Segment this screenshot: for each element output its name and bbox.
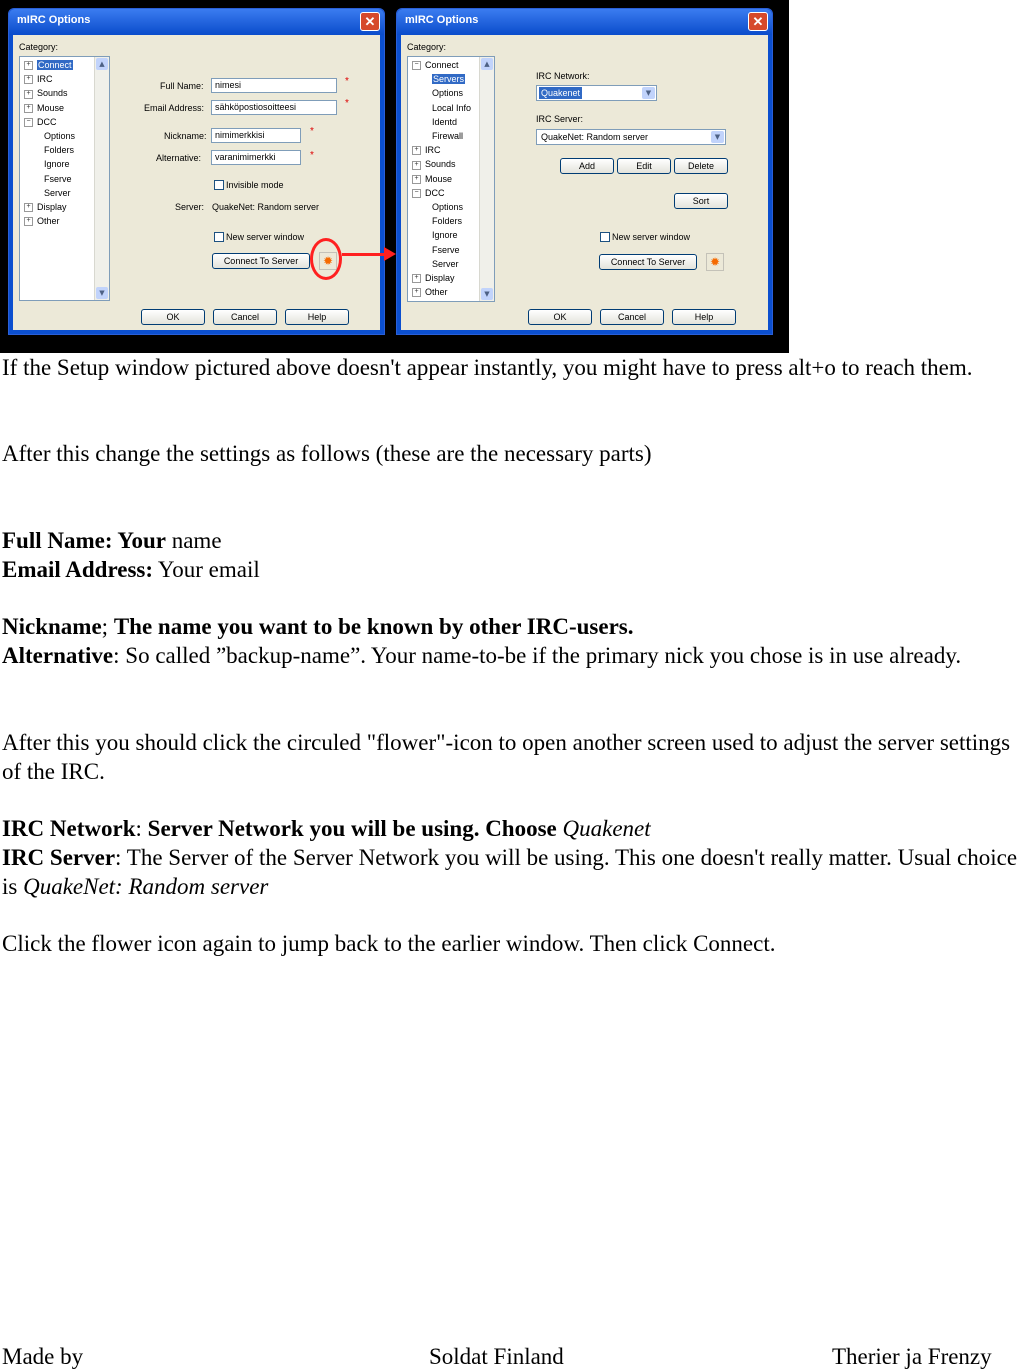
cancel-button[interactable]: Cancel <box>213 309 277 325</box>
tree-item-label: Other <box>37 216 60 227</box>
expand-icon[interactable]: + <box>24 203 33 212</box>
tree-item-label: Folders <box>432 216 463 227</box>
connect-to-server-button[interactable]: Connect To Server <box>599 254 697 270</box>
full-name-label: Full Name: <box>160 81 204 91</box>
tree-item-label: Sounds <box>425 159 456 170</box>
full-name-field[interactable]: nimesi <box>211 78 337 93</box>
category-tree[interactable] <box>19 56 110 301</box>
tree-item-label: Mouse <box>37 102 65 113</box>
tree-item[interactable] <box>44 174 72 184</box>
highlight-circle <box>310 238 342 280</box>
mirc-options-screenshot <box>0 0 789 353</box>
final-paragraph: Click the flower icon again to jump back to the earlier window. Then click Connect. <box>2 931 776 956</box>
tree-item[interactable] <box>44 159 70 169</box>
tree-item-label: Fserve <box>432 244 460 255</box>
tree-item[interactable] <box>412 188 445 198</box>
edit-server-button[interactable]: Edit <box>617 158 671 174</box>
tree-item-label: Local Info <box>432 102 472 113</box>
tree-item[interactable] <box>44 188 71 198</box>
expand-icon[interactable]: + <box>24 75 33 84</box>
irc-server-line <box>2 843 1031 901</box>
tree-item[interactable] <box>412 273 455 283</box>
tree-item[interactable] <box>432 117 457 127</box>
server-value: QuakeNet: Random server <box>212 202 320 212</box>
tree-item[interactable] <box>44 131 75 141</box>
cancel-button[interactable]: Cancel <box>600 309 664 325</box>
collapse-icon[interactable]: − <box>24 118 33 127</box>
tree-item[interactable] <box>24 103 64 113</box>
tree-item-label: Fserve <box>44 173 72 184</box>
ok-button[interactable]: OK <box>528 309 592 325</box>
expand-icon[interactable]: + <box>24 90 33 99</box>
category-tree[interactable] <box>407 56 495 302</box>
tree-item-label: Server <box>432 258 459 269</box>
arrow-head-icon <box>384 247 396 261</box>
irc-server-select[interactable] <box>536 129 726 145</box>
tree-item-label: Identd <box>432 116 458 127</box>
new-server-window-checkbox[interactable] <box>214 232 224 242</box>
irc-network-label: IRC Network: <box>536 71 590 81</box>
tree-item-label: Ignore <box>432 230 458 241</box>
tree-item-label: IRC <box>425 145 441 156</box>
window-title: mIRC Options <box>405 14 479 26</box>
tree-item[interactable] <box>24 88 68 98</box>
tree-item-label: Options <box>44 131 76 141</box>
tree-item[interactable] <box>412 145 441 155</box>
mirc-options-window-connect <box>8 8 385 335</box>
footer-right: Therier ja Frenzy <box>832 1344 992 1369</box>
alternative-key: Alternative <box>2 643 114 668</box>
tree-item[interactable] <box>24 216 60 226</box>
connect-to-server-button[interactable]: Connect To Server <box>212 253 310 269</box>
scroll-up-icon[interactable]: ▲ <box>481 58 493 70</box>
alternative-label: Alternative: <box>156 153 202 163</box>
email-line <box>2 555 260 584</box>
delete-server-button[interactable]: Delete <box>674 158 728 174</box>
tree-item-label: Display <box>37 202 67 212</box>
full-name-desc: name <box>165 528 222 553</box>
title-bar <box>397 9 772 35</box>
tree-item[interactable] <box>432 88 463 98</box>
tree-item-label: Sounds <box>37 88 68 99</box>
full-name-key: Full Name: Your <box>2 528 166 553</box>
expand-icon[interactable]: + <box>412 161 421 170</box>
tree-item-label: Options <box>432 202 464 212</box>
expand-icon[interactable]: + <box>412 175 421 184</box>
tree-item-label: Servers <box>433 74 465 85</box>
flower-paragraph: After this you should click the circuled "flower"-icon to open another screen used to adjust the server settings of the IRC. <box>2 730 1011 784</box>
ok-button[interactable]: OK <box>141 309 205 325</box>
window-client-area <box>401 35 768 330</box>
chevron-down-icon[interactable]: ▼ <box>711 131 724 143</box>
expand-icon[interactable]: + <box>412 274 421 283</box>
tree-item[interactable] <box>24 117 57 127</box>
required-mark: * <box>345 76 349 87</box>
irc-server-choice: QuakeNet: Random server <box>23 874 269 899</box>
invisible-mode-checkbox[interactable] <box>214 180 224 190</box>
irc-server-key: IRC Server <box>2 845 116 870</box>
collapse-icon[interactable]: − <box>412 61 421 70</box>
scroll-up-icon[interactable]: ▲ <box>96 58 108 70</box>
irc-network-key: IRC Network <box>2 816 136 841</box>
footer-center: Soldat Finland <box>429 1344 564 1369</box>
category-label: Category: <box>19 42 59 52</box>
irc-server-value: QuakeNet: Random server <box>541 132 649 142</box>
tree-item-label: Server <box>44 187 71 198</box>
nickname-key: Nickname <box>2 614 102 639</box>
flower-icon[interactable]: ✹ <box>706 253 724 271</box>
required-mark: * <box>310 150 314 161</box>
window-client-area <box>13 35 380 330</box>
nickname-desc: The name you want to be known by other IRC-users. <box>113 614 634 639</box>
irc-network-choice: Quakenet <box>562 816 651 841</box>
tree-item[interactable] <box>412 60 459 70</box>
footer-left: Made by <box>2 1344 84 1369</box>
email-key: Email Address: <box>2 557 154 582</box>
alternative-line <box>2 641 1002 670</box>
email-label: Email Address: <box>144 103 205 113</box>
irc-network-desc: Server Network you will be using. Choose <box>147 816 563 841</box>
invisible-mode-label: Invisible mode <box>226 180 284 190</box>
tree-item[interactable] <box>24 74 53 84</box>
tree-item-label: DCC <box>425 187 445 198</box>
tree-item[interactable] <box>432 131 463 141</box>
close-icon[interactable]: ✕ <box>748 12 768 31</box>
tree-item[interactable] <box>412 159 456 169</box>
email-desc: Your email <box>153 557 260 582</box>
tree-item[interactable] <box>432 259 459 269</box>
tree-item-label: Folders <box>44 145 75 156</box>
arrow-line <box>342 253 390 256</box>
tree-item-label: Display <box>425 273 455 283</box>
irc-network-line <box>2 814 651 843</box>
new-server-window-label: New server window <box>226 232 305 242</box>
tree-item-label: Options <box>432 88 464 99</box>
server-label: Server: <box>175 202 205 212</box>
tree-item-label: Connect <box>425 60 459 70</box>
alternative-field[interactable]: varanimimerkki <box>211 150 301 165</box>
category-label: Category: <box>407 42 447 52</box>
new-server-window-label: New server window <box>612 232 691 242</box>
tree-item-label: Ignore <box>44 159 70 170</box>
tree-item-label: Other <box>425 287 448 298</box>
tree-item[interactable] <box>432 103 471 113</box>
flower-icon[interactable]: ✹ <box>319 252 337 270</box>
scroll-down-icon[interactable]: ▼ <box>481 288 493 300</box>
required-mark: * <box>310 126 314 137</box>
email-field[interactable]: sähköpostiosoitteesi <box>211 100 337 115</box>
help-button[interactable]: Help <box>285 309 349 325</box>
expand-icon[interactable]: + <box>24 104 33 113</box>
tree-item[interactable] <box>44 145 74 155</box>
tree-item[interactable] <box>432 230 458 240</box>
tree-item[interactable] <box>432 216 462 226</box>
tree-item-label: DCC <box>37 116 57 127</box>
separator: : <box>135 816 148 841</box>
close-icon[interactable]: ✕ <box>360 12 380 31</box>
instruction-paragraph: After this change the settings as follows (these are the necessary parts) <box>2 441 652 466</box>
intro-paragraph: If the Setup window pictured above doesn't appear instantly, you might have to press alt+o to reach them. <box>2 355 973 380</box>
mirc-options-window-servers <box>396 8 773 335</box>
tree-item-label: Firewall <box>432 131 464 141</box>
expand-icon[interactable]: + <box>412 146 421 155</box>
irc-network-value: Quakenet <box>541 88 581 98</box>
scroll-down-icon[interactable]: ▼ <box>96 287 108 299</box>
tree-item[interactable] <box>412 287 448 297</box>
chevron-down-icon[interactable]: ▼ <box>642 87 655 99</box>
tree-item[interactable] <box>432 245 460 255</box>
nickname-label: Nickname: <box>164 131 207 141</box>
tree-item-label: Mouse <box>425 173 453 184</box>
tree-scrollbar[interactable] <box>94 57 109 300</box>
tree-item[interactable] <box>432 202 463 212</box>
new-server-window-checkbox[interactable] <box>600 232 610 242</box>
tree-item[interactable] <box>432 74 465 84</box>
alternative-desc: : So called ”backup-name”. Your name-to-be if the primary nick you chose is in use already. <box>113 643 962 668</box>
nickname-field[interactable]: nimimerkkisi <box>211 128 301 143</box>
irc-server-desc: : The Server of the Server Network you will be using. This one doesn't really matter. Usual choice is <box>2 845 1018 899</box>
full-name-line <box>2 526 222 555</box>
tree-scrollbar[interactable] <box>479 57 494 301</box>
tree-item-label: IRC <box>37 74 53 85</box>
help-button[interactable]: Help <box>672 309 736 325</box>
required-mark: * <box>345 98 349 109</box>
tree-item[interactable] <box>24 202 67 212</box>
nickname-line <box>2 612 634 641</box>
irc-server-label: IRC Server: <box>536 114 584 124</box>
window-title: mIRC Options <box>17 14 91 26</box>
expand-icon[interactable]: + <box>412 288 421 297</box>
tree-item-label: Connect <box>38 60 72 70</box>
tree-item[interactable] <box>24 60 73 70</box>
irc-network-select[interactable] <box>536 85 657 101</box>
sort-servers-button[interactable]: Sort <box>674 193 728 209</box>
expand-icon[interactable]: + <box>24 217 33 226</box>
add-server-button[interactable]: Add <box>560 158 614 174</box>
separator: ; <box>101 614 114 639</box>
tree-item[interactable] <box>412 174 452 184</box>
collapse-icon[interactable]: − <box>412 189 421 198</box>
title-bar <box>9 9 384 35</box>
expand-icon[interactable]: + <box>24 61 33 70</box>
